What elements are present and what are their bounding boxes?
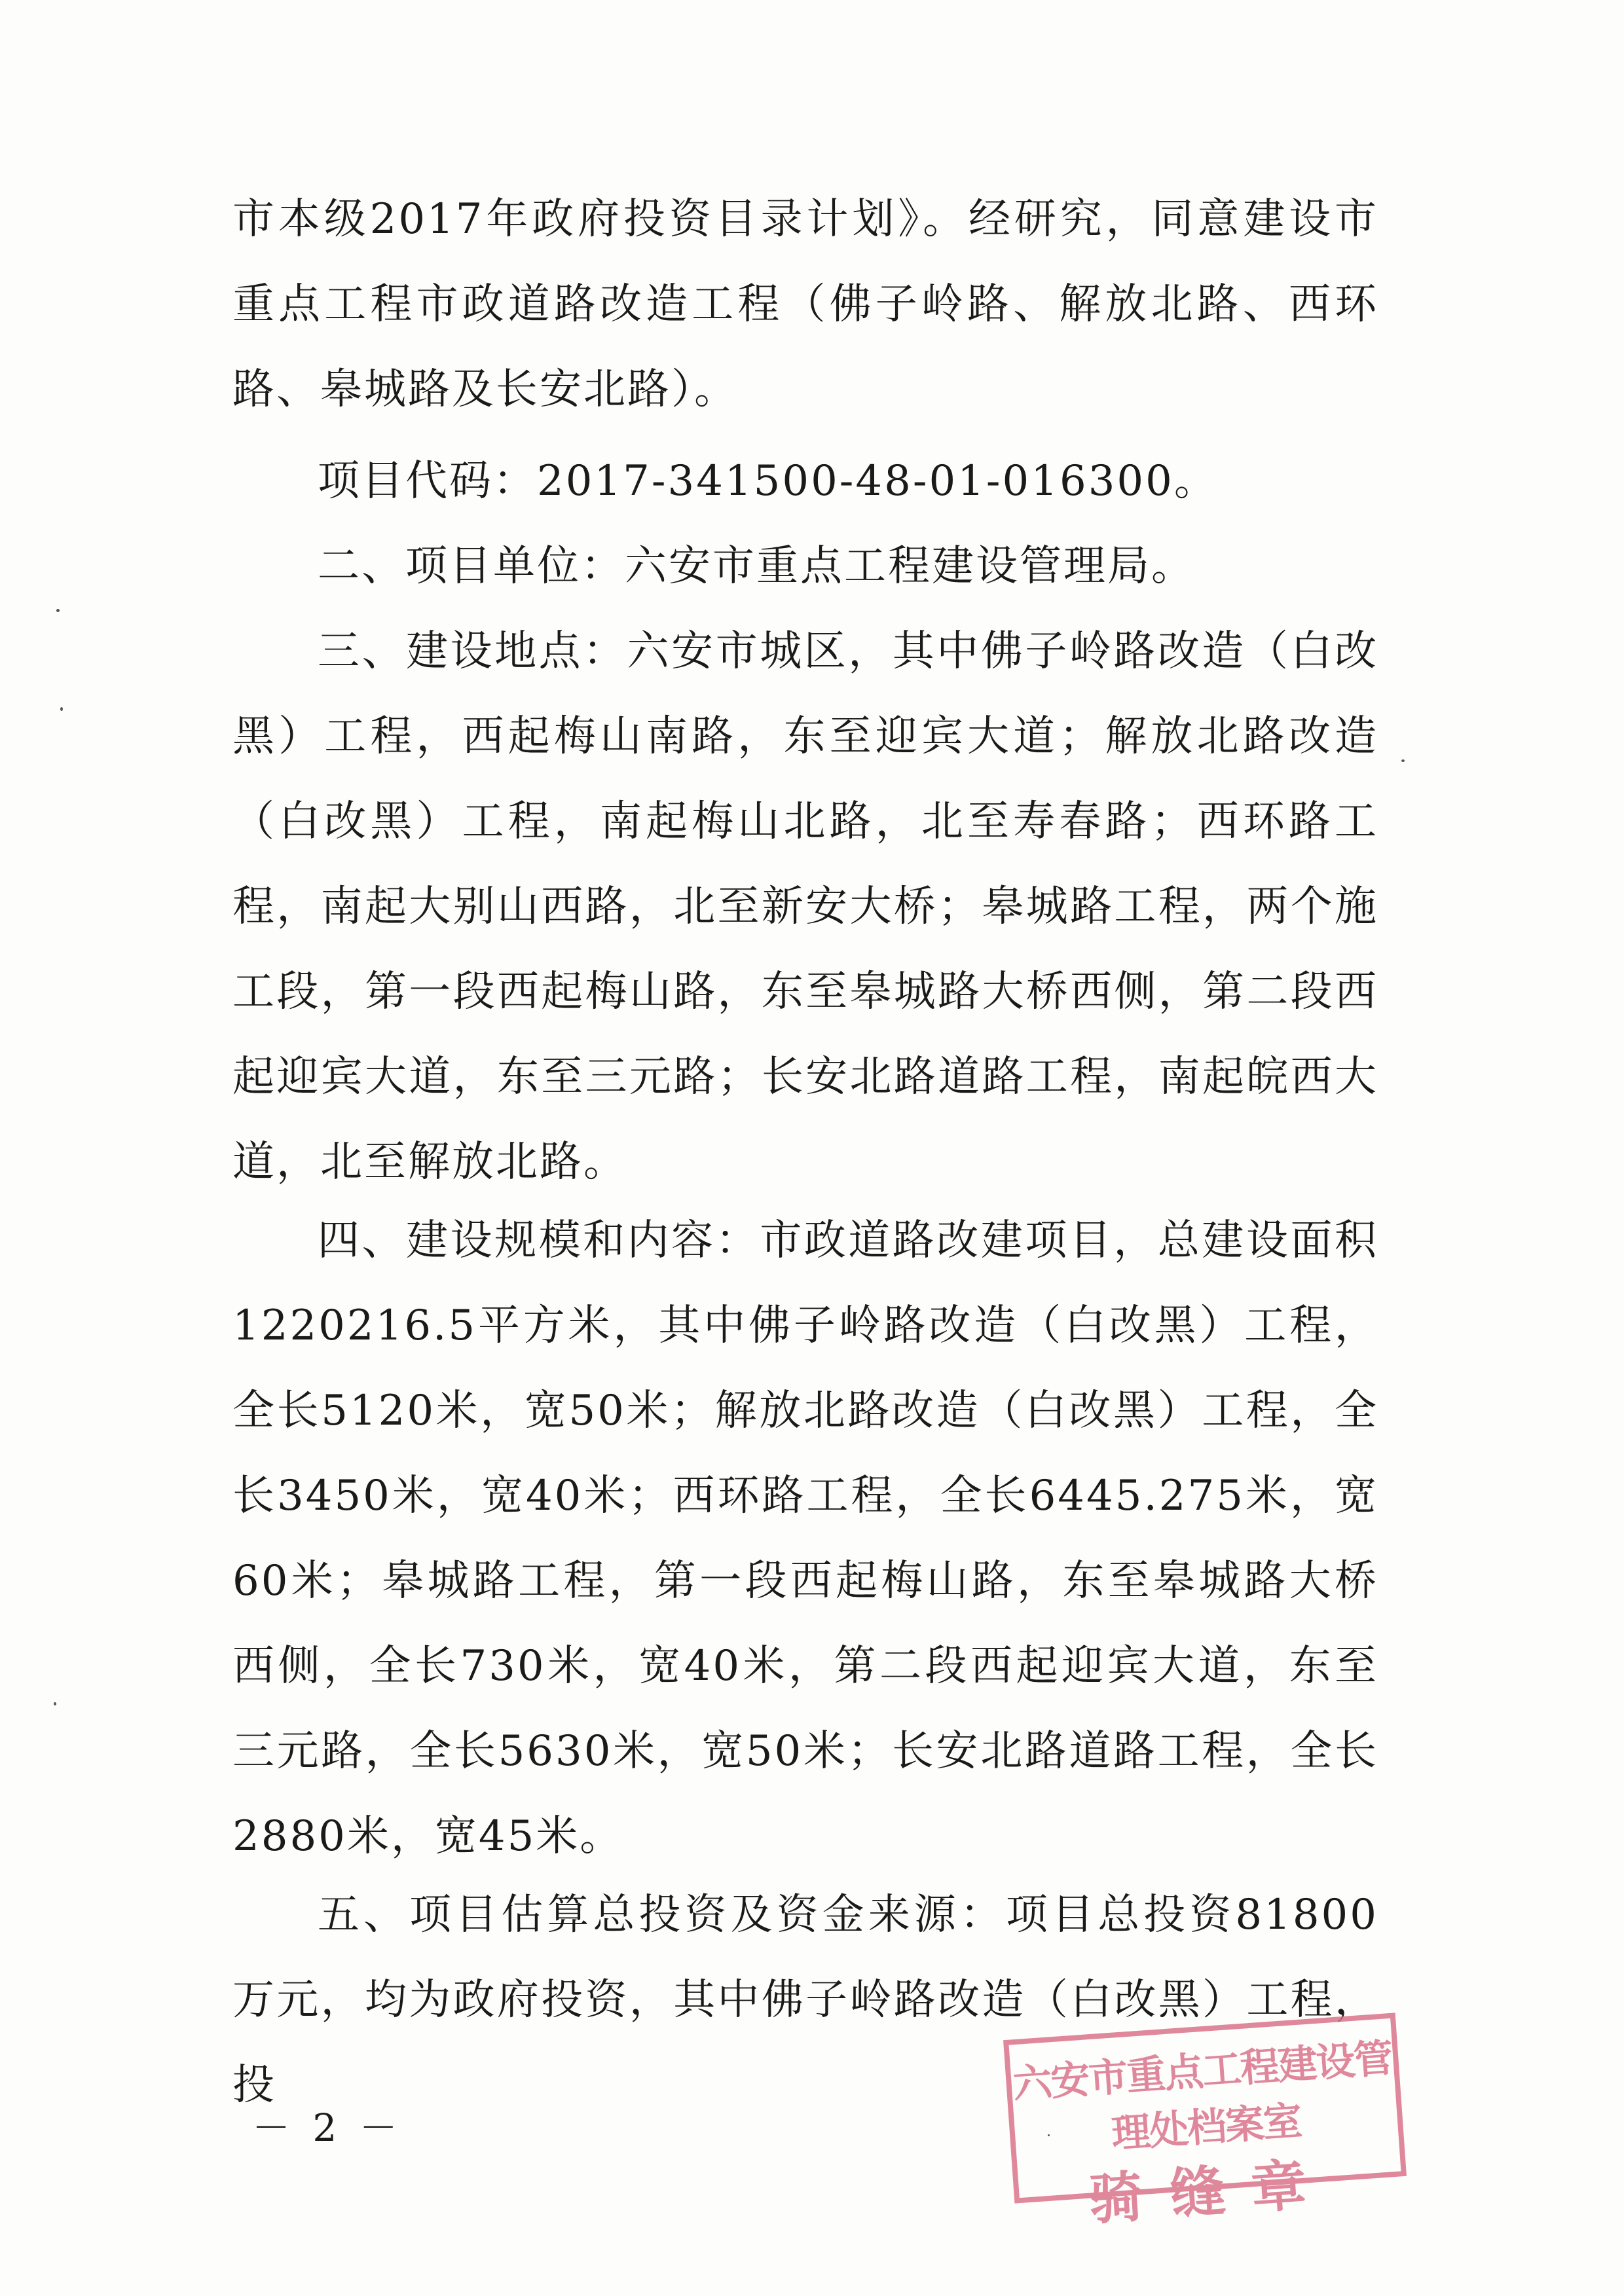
scan-speck (1048, 2134, 1050, 2136)
paragraph-investment: 五、项目估算总投资及资金来源：项目总投资81800万元，均为政府投资，其中佛子岭路改造（白改黑）工程，投 (232, 1891, 1378, 2109)
page-number: － 2 － (252, 2105, 403, 2150)
paragraph-project-code: 项目代码：2017-341500-48-01-016300。 (318, 457, 1218, 505)
paragraph-continuation: 市本级2017年政府投资目录计划》。经研究，同意建设市重点工程市政道路改造工程（佛子岭路、解放北路、西环路、皋城路及长安北路）。 (232, 195, 1378, 414)
scan-speck (54, 1702, 56, 1705)
paragraph-project-unit: 二、项目单位：六安市重点工程建设管理局。 (318, 542, 1195, 591)
paragraph-construction-location: 三、建设地点：六安市城区，其中佛子岭路改造（白改黑）工程，西起梅山南路，东至迎宾大道；解放北路改造（白改黑）工程，南起梅山北路，北至寿春路；西环路工程，南起大别山西路，北至新安大桥；皋城路工程，两个施工段，第一段西起梅山路，东至皋城路大桥西侧，第二段西起迎宾大道，东至三元路；长安北路道路工程，南起皖西大道，北至解放北路。 (232, 627, 1378, 1186)
archive-seal-stamp (1003, 2013, 1407, 2232)
stamp-line-seal: 骑缝章 (1086, 2151, 1335, 2232)
paragraph-construction-scale: 四、建设规模和内容：市政道路改建项目，总建设面积1220216.5平方米，其中佛子岭路改造（白改黑）工程，全长5120米，宽50米；解放北路改造（白改黑）工程，全长3450米，宽40米；西环路工程，全长6445.275米，宽60米；皋城路工程，第一段西起梅山路，东至皋城路大桥西侧，全长730米，宽40米，第二段西起迎宾大道，东至三元路，全长5630米，宽50米；长安北路道路工程，全长2880米，宽45米。 (232, 1216, 1378, 1861)
stamp-line-office: 六安市重点工程建设管理处档案室 (1011, 2035, 1393, 2157)
scan-speck (56, 609, 60, 612)
scan-speck (1401, 759, 1405, 762)
scan-speck (60, 707, 63, 711)
